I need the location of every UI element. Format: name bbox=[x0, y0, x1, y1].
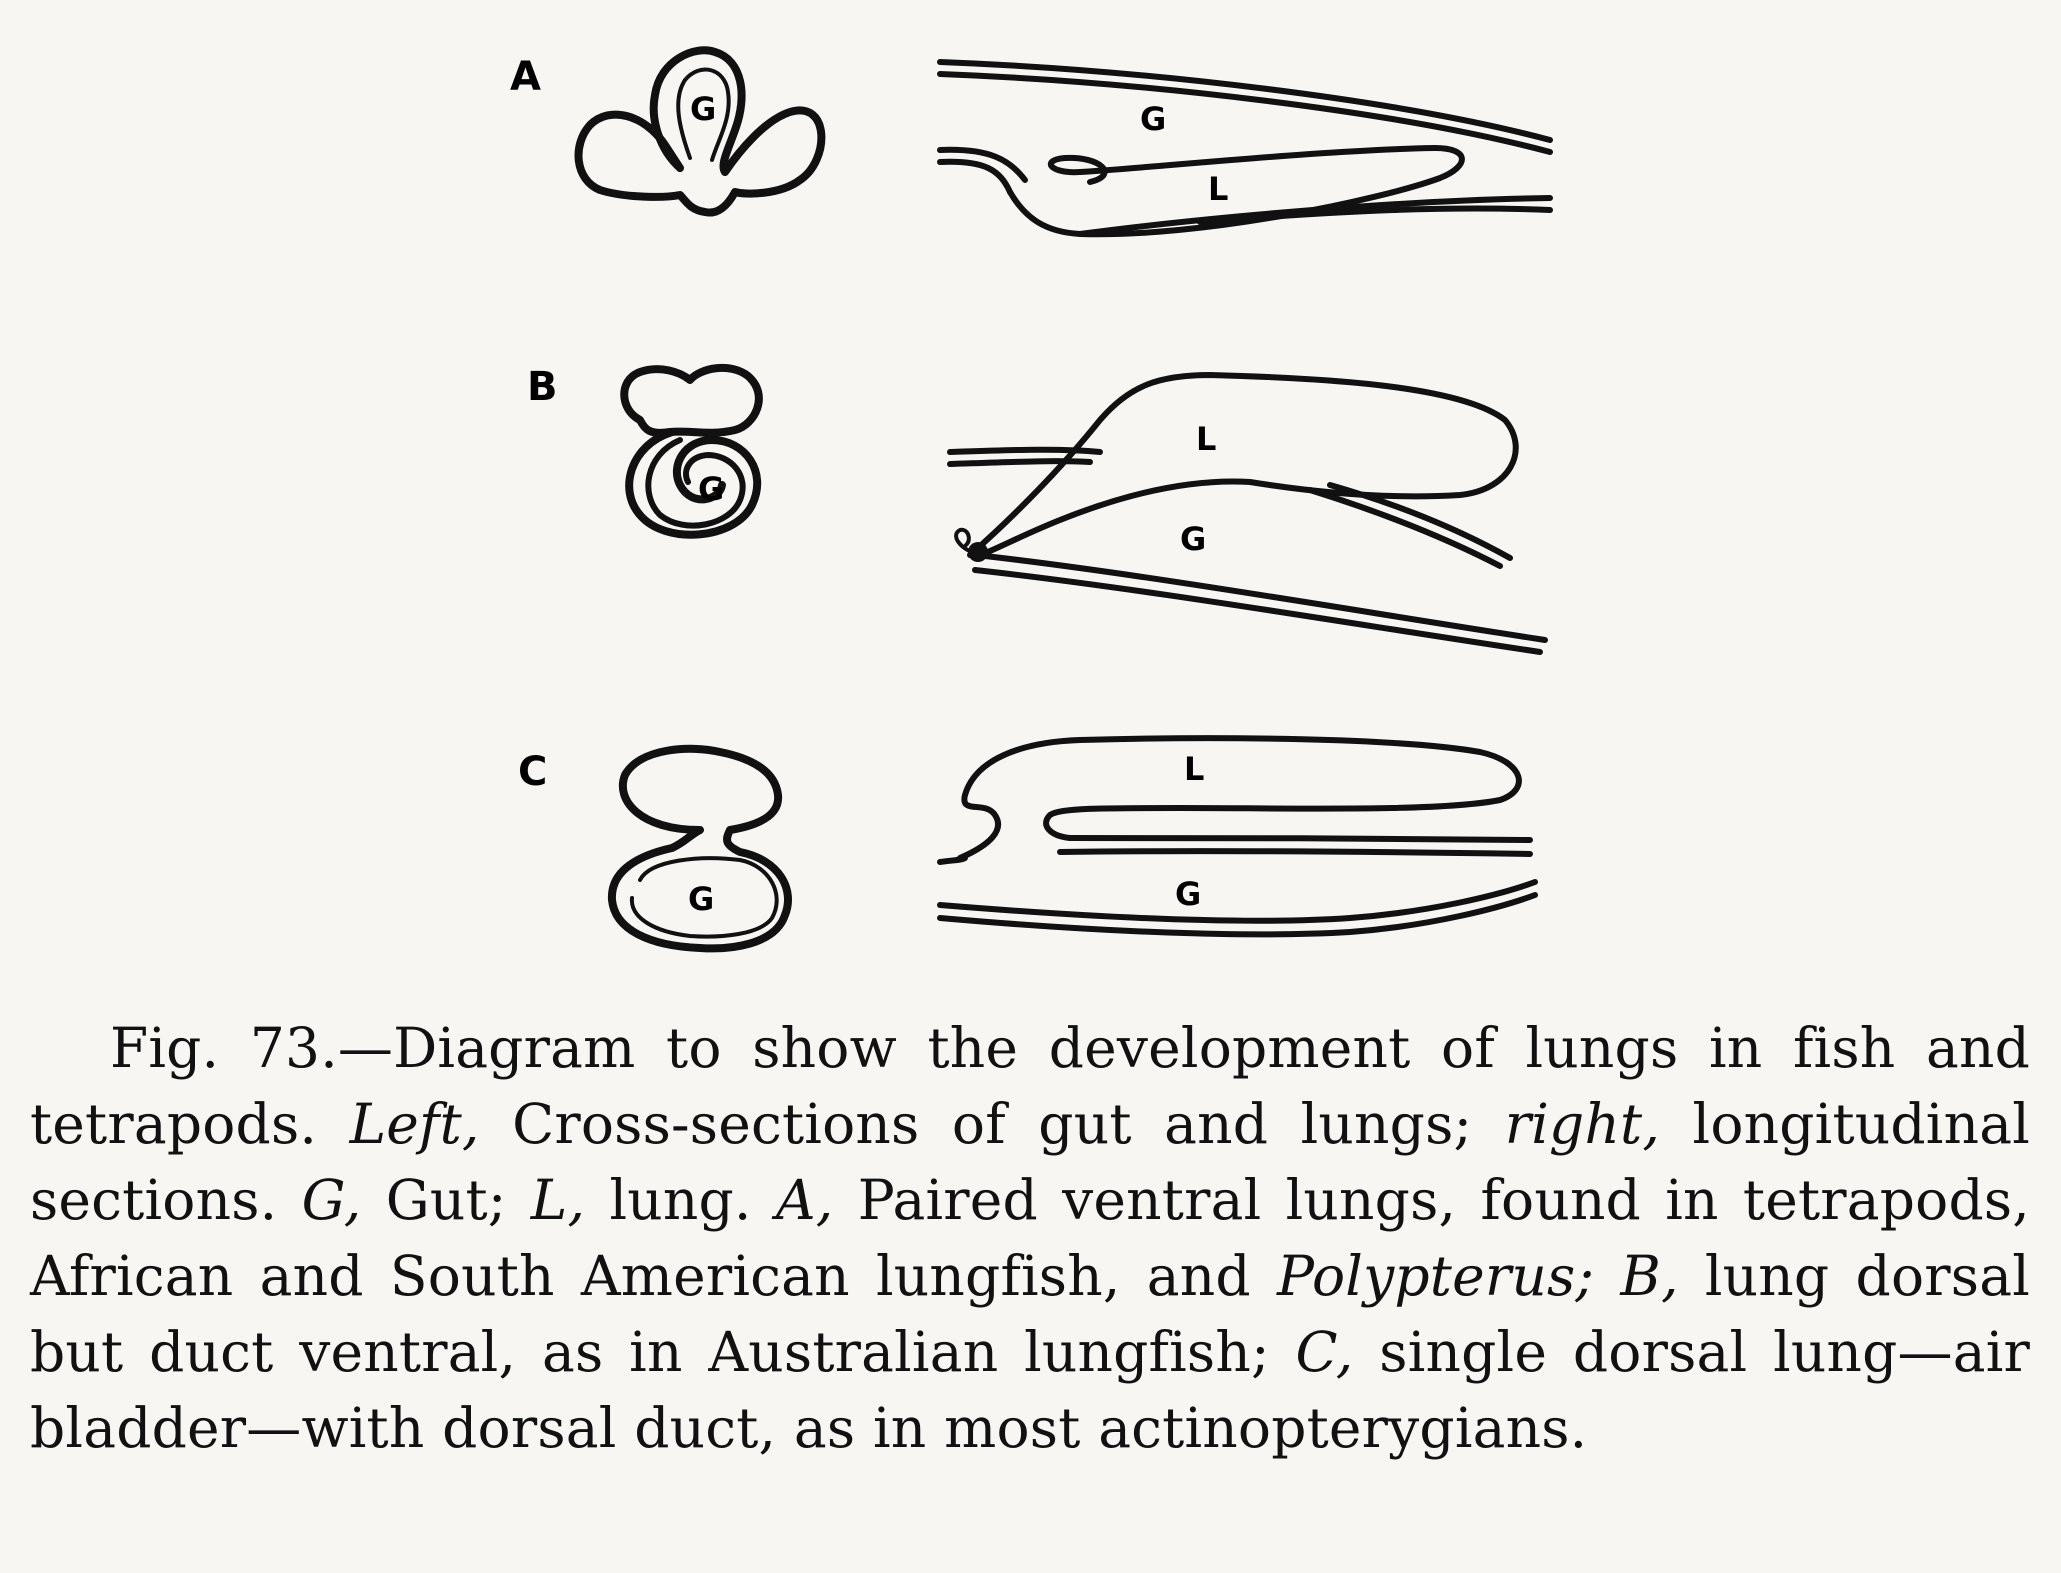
caption-polypterus: Polypterus; bbox=[1277, 1244, 1595, 1308]
row-b-long-lung bbox=[970, 375, 1516, 555]
caption-text-1: —Diagram to show the development of lungs in fish and tetrapods. bbox=[30, 1016, 2030, 1156]
row-b-label: B bbox=[527, 364, 558, 410]
row-a-long-gut-label: G bbox=[1140, 100, 1167, 138]
row-c-longitudinal-section bbox=[940, 738, 1535, 934]
caption-text-9: single dorsal lung—air bladder—with dorsal duct, as in most actinopterygians. bbox=[30, 1320, 2031, 1460]
row-c-label: C bbox=[518, 749, 548, 795]
row-a bbox=[510, 50, 1550, 234]
row-a-long-body-wall-2 bbox=[1200, 209, 1550, 223]
figure-caption bbox=[30, 1010, 2030, 1466]
caption-text-5: lung. bbox=[585, 1168, 776, 1232]
caption-text-2: Cross-sections of gut and lungs; bbox=[479, 1092, 1505, 1156]
row-a-long-gut-ventral-wall-2 bbox=[940, 162, 1010, 192]
row-a-cross-outer bbox=[579, 50, 822, 212]
row-a-label: A bbox=[510, 54, 541, 100]
caption-c: C, bbox=[1295, 1320, 1354, 1384]
row-c bbox=[518, 738, 1535, 948]
row-b-cross-section bbox=[624, 368, 759, 535]
row-a-cross-section bbox=[579, 50, 822, 212]
row-c-long-dorsal-wall-2 bbox=[1060, 851, 1530, 854]
row-b-long-lung-label: L bbox=[1196, 420, 1217, 458]
caption-a: A, bbox=[775, 1168, 834, 1232]
caption-right: right, bbox=[1504, 1092, 1661, 1156]
row-b bbox=[527, 364, 1545, 652]
row-a-longitudinal-section bbox=[940, 62, 1550, 234]
row-c-cross-section bbox=[612, 749, 788, 949]
row-b-long-ventral-wall-2 bbox=[975, 570, 1540, 652]
row-b-long-gut-wall-2 bbox=[1310, 490, 1500, 566]
row-c-long-foregut-wall bbox=[940, 858, 965, 862]
caption-b: B, bbox=[1620, 1244, 1679, 1308]
row-b-long-duct-opening bbox=[968, 542, 988, 562]
row-b-long-dorsal-wall-2 bbox=[950, 461, 1090, 464]
caption-text-4: Gut; bbox=[361, 1168, 531, 1232]
row-b-cross-lung bbox=[624, 368, 759, 433]
caption-g: G, bbox=[301, 1168, 362, 1232]
row-c-long-gut-label: G bbox=[1175, 875, 1202, 913]
caption-text-3: longitudinal sections. bbox=[30, 1092, 2030, 1232]
row-a-cross-gut-label: G bbox=[690, 90, 717, 128]
caption-left: Left, bbox=[349, 1092, 480, 1156]
row-b-cross-gut-inner bbox=[648, 440, 742, 526]
row-b-long-ventral-wall-1 bbox=[985, 556, 1545, 640]
row-b-cross-gut-label: G bbox=[698, 470, 725, 508]
row-c-long-ventral-wall-1 bbox=[940, 882, 1535, 921]
caption-text-7 bbox=[1594, 1244, 1620, 1308]
row-c-cross-gut-label: G bbox=[688, 880, 715, 918]
caption-text-8: lung dorsal but duct ventral, as in Australian lungfish; bbox=[30, 1244, 2030, 1384]
row-c-long-lung-label: L bbox=[1184, 750, 1205, 788]
caption-l: L, bbox=[530, 1168, 586, 1232]
row-b-long-gut-label: G bbox=[1180, 520, 1207, 558]
row-c-long-dorsal-wall-1 bbox=[1070, 838, 1530, 840]
row-b-longitudinal-section bbox=[950, 375, 1545, 652]
caption-text-6: Paired ventral lungs, found in tetrapods, African and South American lungfish, and bbox=[30, 1168, 2030, 1308]
caption-figure-number: Fig. 73. bbox=[110, 1016, 338, 1080]
row-a-long-lung-label: L bbox=[1208, 170, 1229, 208]
